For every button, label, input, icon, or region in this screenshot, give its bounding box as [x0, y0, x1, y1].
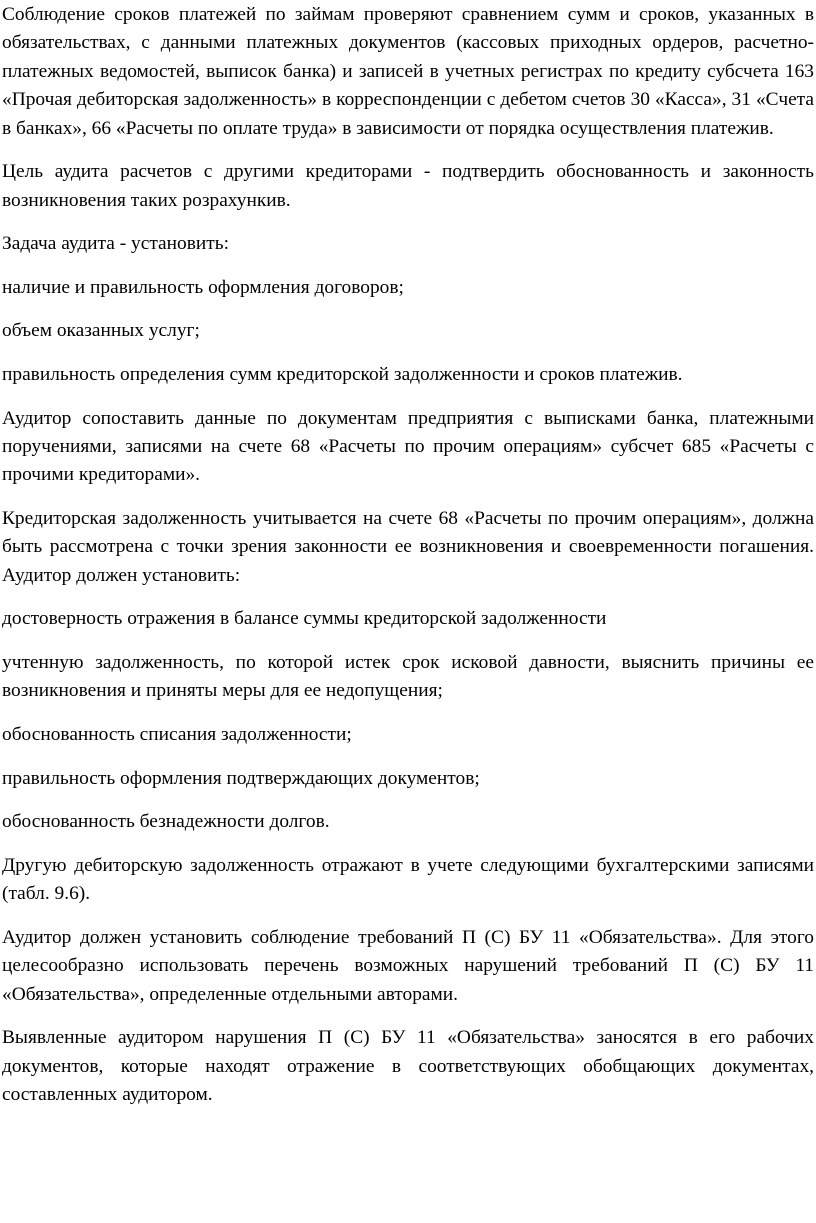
paragraph-audit-goal: Цель аудита расчетов с другими кредиторами - подтвердить обоснованность и законность возникновения таких розрахункив. — [2, 161, 814, 211]
list-item-write-off: обоснованность списания задолженности; — [2, 724, 352, 745]
paragraph-violations-recorded: Выявленные аудитором нарушения П (С) БУ 11 «Обязательства» заносятся в его рабочих документов, которые находят отражение в соответствующих обобщающих документах, составленных аудитором. — [2, 1027, 814, 1105]
paragraph-payables-account: Кредиторская задолженность учитывается на счете 68 «Расчеты по прочим операциям», должна быть рассмотрена с точки зрения законности ее возникновения и своевременности погашения. Аудитор должен установить: — [2, 508, 814, 586]
list-item-supporting-documents: правильность оформления подтверждающих документов; — [2, 767, 480, 789]
list-item-contracts: наличие и правильность оформления договоров; — [2, 276, 404, 298]
paragraph-standard-compliance: Аудитор должен установить соблюдение требований П (С) БУ 11 «Обязательства». Для этого целесообразно использовать перечень возможных нарушений требований П (С) БУ 11 «Обязательства», определенные отдельными авторами. — [2, 926, 814, 1005]
list-item-payable-amounts: правильность определения сумм кредиторской задолженности и сроков платежив. — [2, 364, 683, 385]
paragraph-audit-task: Задача аудита - установить: — [2, 233, 229, 255]
document-page — [0, 1, 816, 1223]
paragraph-auditor-compare: Аудитор сопоставить данные по документам предприятия с выписками банка, платежными поручениями, записями на счете 68 «Расчеты по прочим операциям» субсчет 685 «Расчеты с прочими кредиторами». — [2, 407, 814, 486]
paragraph-accounting-entries: Другую дебиторскую задолженность отражают в учете следующими бухгалтерскими записями (табл. 9.6). — [2, 854, 814, 905]
list-item-bad-debts: обоснованность безнадежности долгов. — [2, 811, 330, 833]
paragraph-loan-payment-terms: Соблюдение сроков платежей по займам проверяют сравнением сумм и сроков, указанных в обязательствах, с данными платежных документов (кассовых приходных ордеров, расчетно-платежных ведомостей, выписок банка) и записей в учетных регистрах по кредиту субсчета 163 «Прочая дебиторская задолженность» в корреспонденции с дебетом счетов 30 «Касса», 31 «Счета в банках», 66 «Расчеты по оплате труда» в зависимости от порядка осуществления платежив. — [2, 4, 814, 139]
list-item-balance-reliability: достоверность отражения в балансе суммы кредиторской задолженности — [2, 608, 607, 630]
list-item-limitation-period: учтенную задолженность, по которой истек срок исковой давности, выяснить причины ее возникновения и приняты меры для ее недопущения; — [2, 652, 814, 702]
list-item-services-volume: объем оказанных услуг; — [2, 320, 200, 342]
